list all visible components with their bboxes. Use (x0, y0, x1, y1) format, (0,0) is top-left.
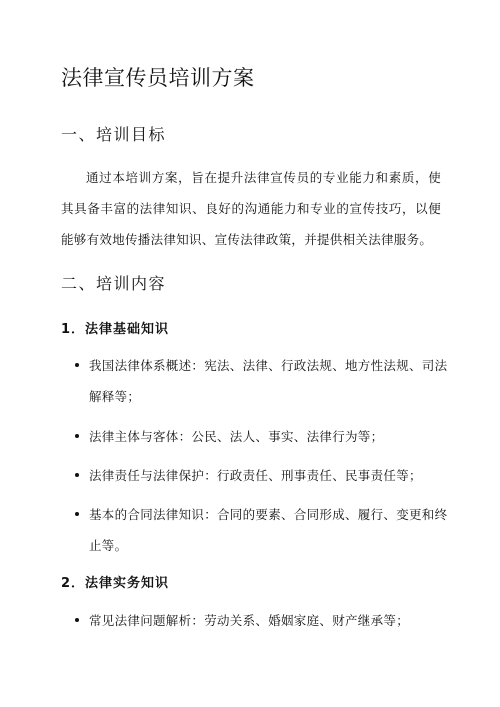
list-item-text: 法律责任与法律保护：行政责任、刑事责任、民事责任等； (89, 468, 422, 483)
bullet-icon (75, 512, 79, 516)
bullet-icon (75, 473, 79, 477)
document-title: 法律宣传员培训方案 (61, 66, 255, 90)
section-heading-content: 二、培训内容 (61, 274, 167, 293)
list-item (75, 499, 459, 561)
list-item-text: 常见法律问题解析：劳动关系、婚姻家庭、财产继承等； (89, 613, 410, 628)
bullet-icon (75, 618, 79, 622)
list-item-text: 法律主体与客体：公民、法人、事实、法律行为等； (89, 429, 384, 444)
list-item-text: 我国法律体系概述：宪法、法律、行政法规、地方性法规、司法解释等； (89, 358, 448, 404)
section-heading-goals: 一、培训目标 (61, 125, 167, 144)
subsection-heading-legal-practice: 2．法律实务知识 (61, 576, 170, 591)
subsection-heading-legal-basics: 1．法律基础知识 (61, 322, 170, 337)
list-item (75, 350, 459, 412)
bullet-icon (75, 434, 79, 438)
list-item-text: 基本的合同法律知识：合同的要素、合同形成、履行、变更和终止等。 (89, 507, 448, 553)
bullet-icon (75, 363, 79, 367)
list-item (75, 605, 459, 636)
list-item (75, 421, 459, 452)
goals-paragraph: 通过本培训方案，旨在提升法律宣传员的专业能力和素质，使其具备丰富的法律知识、良好的沟通能力和专业的宣传技巧，以便能够有效地传播法律知识、宣传法律政策，并提供相关法律服务。 (61, 170, 441, 247)
list-item (75, 460, 459, 491)
